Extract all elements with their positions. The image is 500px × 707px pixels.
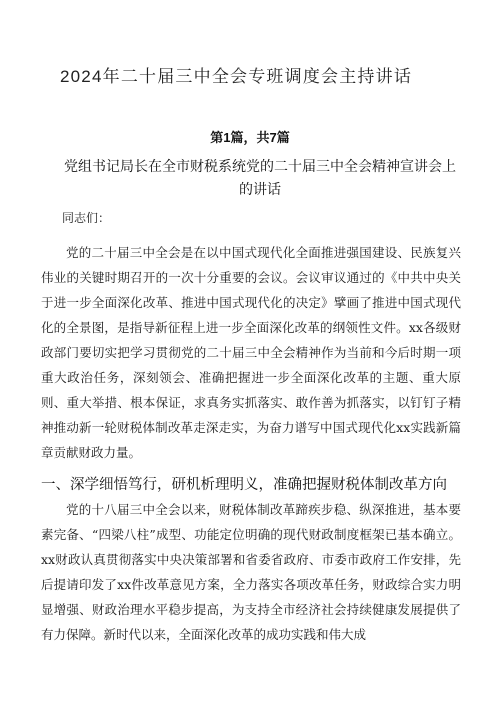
body-paragraph: 党的二十届三中全会是在以中国式现代化全面推进强国建设、民族复兴伟业的关键时期召开的一次十分重要的会议。会议审议通过的《中共中央关于进一步全面深化改革、推进中国式现代化的决定》擘画了推进中国式现代化的全景图，是指导新征程上进一步全面深化改革的纲领性文件。xx各级财政部门要切实把学习贯彻党的二十届三中全会精神作为当前和今后时期一项重大政治任务，深刻领会、准确把握进一步全面深化改革的主题、重大原则、重大举措、根本保证，求真务实抓落实、敢作善为抓落实，以钉钉子精神推动新一轮财税体制改革走深走实，为奋力谱写中国式现代化xx实践新篇章贡献财政力量。 xyxy=(41,245,461,460)
speech-title: 党组书记局长在全市财税系统党的二十届三中全会精神宣讲会上的讲话 xyxy=(64,158,456,197)
section-heading: 一、深学细悟笃行，研机析理明义，准确把握财税体制改革方向 xyxy=(41,477,447,493)
salutation: 同志们： xyxy=(62,211,111,225)
part-indicator: 第1篇，共7篇 xyxy=(210,130,290,145)
body-paragraph: 党的十八届三中全会以来，财税体制改革蹄疾步稳、纵深推进，基本要素完备、“四梁八柱”成型、功能定位明确的现代财政制度框架已基本确立。xx财政认真贯彻落实中央决策部署和省委省政府、市委市政府工作安排，先后提请印发了xx件改革意见方案，全力落实各项改革任务，财政综合实力明显增强、财政治理水平稳步提高，为支持全市经济社会持续健康发展提供了有力保障。新时代以来，全面深化改革的成功实践和伟大成 xyxy=(41,502,461,642)
document-title: 2024年二十届三中全会专班调度会主持讲话 xyxy=(60,67,413,86)
